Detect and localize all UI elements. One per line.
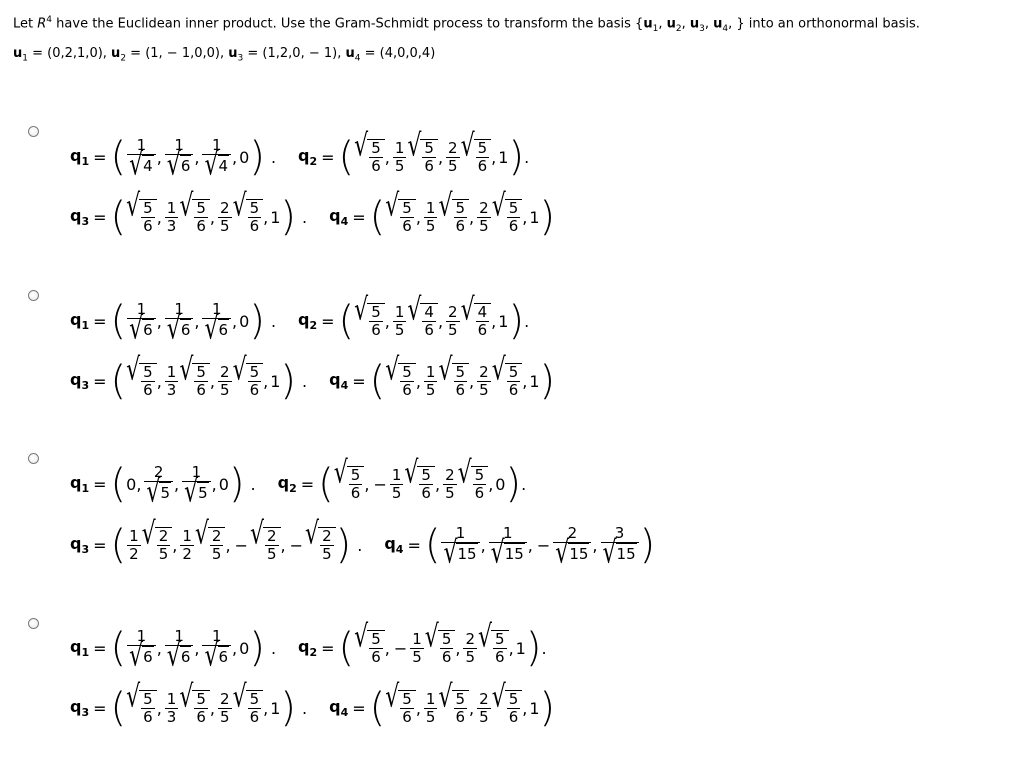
option-3-radio[interactable] (28, 453, 39, 464)
option-1-q1: $q_1$ = ( 1 √ 4 , 1 √ 6 , 1 √ 4 , 0 ) (70, 134, 265, 183)
option-3-q3: $q_3$ = ( 1 2 √ 2 5 , 1 2 √ 2 5 , − √ 2 5 , − √ 2 5 ) (70, 517, 352, 568)
option-1-row-1: $q_1$ = ( 1 √ 4 , 1 √ 6 , 1 √ 4 , 0 ) . $q_2$ = ( √ 5 6 , 1 5 √ 5 6 , 2 5 √ 5 6 , 1 ) . (70, 129, 530, 183)
option-4-radio[interactable] (28, 618, 39, 629)
option-4-q3: $q_3$ = ( √ 5 6 , 1 3 √ 5 6 , 2 5 √ 5 6 , 1 ) (70, 680, 297, 731)
given-vectors: $u_1 = (0,2,1,0)$, $u_2 = (1$, − 1,0,0), $u_3 = (1,2,0$, − 1), $u_4 = (4,0,0,4)$ (13, 46, 436, 64)
option-1-q4: $q_4$ = ( √ 5 6 , 1 5 √ 5 6 , 2 5 √ 5 6 , 1 ) (329, 189, 556, 240)
option-2-q1: $q_1$ = ( 1 √ 6 , 1 √ 6 , 1 √ 6 , 0 ) (70, 298, 265, 347)
option-4-q2: $q_2$ = ( √ 5 6 , − $\frac{1}{5}$ √ 5 6 , 2 5 √ 5 6 , 1 ) (298, 620, 542, 671)
option-3-q4: $q_4$ = ( 1 √ 15 , 1 √ 15 , − 2 √ 15 , 3 √ 15 ) (384, 522, 656, 571)
option-4-q4: $q_4$ = ( √ 5 6 , 1 5 √ 5 6 , 2 5 √ 5 6 , 1 ) (329, 680, 556, 731)
option-4-row-1: $q_1$ = ( 1 √ 6 , 1 √ 6 , 1 √ 6 , 0 ) . $q_2$ = ( √ 5 6 , − $\frac{1}{5}$ √ 5 6 , 2 5 √ 5 6 , 1 ) . (70, 620, 547, 674)
option-2-q2: $q_2$ = ( √ 5 6 , 1 5 √ 4 6 , 2 5 √ 4 6 , 1 ) (298, 293, 525, 344)
option-1-q2: $q_2$ = ( √ 5 6 , 1 5 √ 5 6 , 2 5 √ 5 6 , 1 ) (298, 129, 525, 180)
option-4-q1: $q_1$ = ( 1 √ 6 , 1 √ 6 , 1 √ 6 , 0 ) (70, 625, 265, 674)
option-2-radio[interactable] (28, 290, 39, 301)
option-2-row-1: $q_1$ = ( 1 √ 6 , 1 √ 6 , 1 √ 6 , 0 ) . $q_2$ = ( √ 5 6 , 1 5 √ 4 6 , 2 5 √ 4 6 , 1 ) . (70, 293, 530, 347)
option-2-row-2: $q_3$ = ( √ 5 6 , 1 3 √ 5 6 , 2 5 √ 5 6 , 1 ) . $q_4$ = ( √ 5 6 , 1 5 √ 5 6 , 2 5 √ 5 6 , 1 ) (70, 353, 556, 404)
option-2-q3: $q_3$ = ( √ 5 6 , 1 3 √ 5 6 , 2 5 √ 5 6 , 1 ) (70, 353, 297, 404)
option-1-q3: $q_3$ = ( √ 5 6 , 1 3 √ 5 6 , 2 5 √ 5 6 , 1 ) (70, 189, 297, 240)
option-3-row-1: $q_1$ = ( 0 , 2 √ 5 , 1 √ 5 , 0 ) . $q_2$ = ( √ 5 6 , − $\frac{1}{5}$ √ 5 6 , 2 5 √ 5 6 , 0 ) . (70, 456, 527, 510)
option-3-row-2: $q_3$ = ( 1 2 √ 2 5 , 1 2 √ 2 5 , − √ 2 5 , − √ 2 5 ) . $q_4$ = ( 1 √ 15 , 1 √ 15 , − 2 √ 15 , 3 √ 15 ) (70, 517, 656, 571)
question-text: Let $R^4$ have the Euclidean inner product. Use the Gram-Schmidt process to transform the basis {$u_1$, $u_2$, $u_3$, $u_4$, } into an orthonormal basis. (13, 15, 920, 34)
option-1-radio[interactable] (28, 126, 39, 137)
option-1-row-2: $q_3$ = ( √ 5 6 , 1 3 √ 5 6 , 2 5 √ 5 6 , 1 ) . $q_4$ = ( √ 5 6 , 1 5 √ 5 6 , 2 5 √ 5 6 , 1 ) (70, 189, 556, 240)
option-3-q2: $q_2$ = ( √ 5 6 , − $\frac{1}{5}$ √ 5 6 , 2 5 √ 5 6 , 0 ) (277, 456, 522, 507)
option-3-q1: $q_1$ = ( 0 , 2 √ 5 , 1 √ 5 , 0 ) (70, 461, 245, 510)
option-4-row-2: $q_3$ = ( √ 5 6 , 1 3 √ 5 6 , 2 5 √ 5 6 , 1 ) . $q_4$ = ( √ 5 6 , 1 5 √ 5 6 , 2 5 √ 5 6 , 1 ) (70, 680, 556, 731)
option-2-q4: $q_4$ = ( √ 5 6 , 1 5 √ 5 6 , 2 5 √ 5 6 , 1 ) (329, 353, 556, 404)
